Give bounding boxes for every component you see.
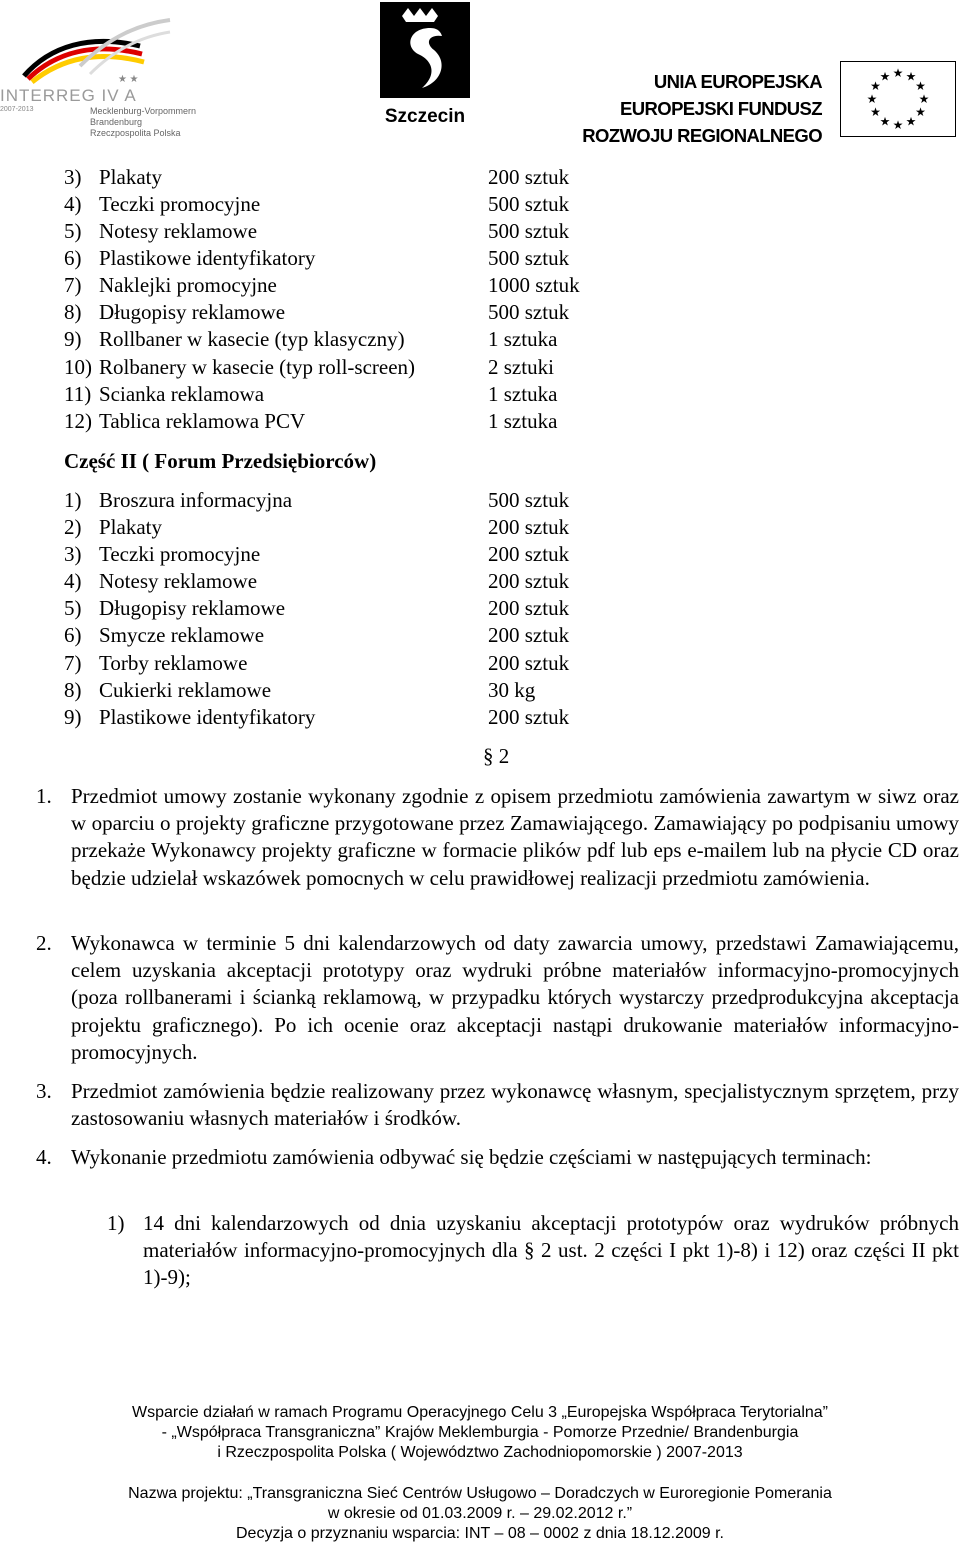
city-name: Szczecin (384, 106, 466, 127)
list-item: 7) Torby reklamowe 200 sztuk (64, 651, 570, 675)
part2-heading: Część II ( Forum Przedsiębiorców) (64, 449, 377, 473)
eu-star-icon: ★ (866, 92, 878, 106)
eu-star-icon: ★ (905, 69, 917, 84)
eu-flag-icon (840, 61, 956, 137)
list-item: 8) Cukierki reklamowe 30 kg (64, 678, 536, 702)
list-item: 2) Plakaty 200 sztuk (64, 515, 570, 539)
eu-star-icon: ★ (918, 92, 930, 106)
interreg-logo (0, 8, 210, 140)
list-item: 3) Plakaty 200 sztuk (64, 165, 570, 189)
interreg-swoosh-icon (20, 16, 175, 84)
subpoint-1: 1) 14 dni kalendarzowych od dnia uzyskaniu akceptacji prototypów oraz wydruków próbnych materiałów informacyjno-promocyjnych dla § 2 ust. 2 części I pkt 1)-8) i 12) oraz części II pkt 1)-9); (107, 1211, 959, 1290)
eu-fund-label: UNIA EUROPEJSKA EUROPEJSKI FUNDUSZ ROZWOJU REGIONALNEGO (582, 71, 822, 146)
svg-text:★ ★: ★ ★ (118, 74, 139, 84)
list-item: 7) Naklejki promocyjne 1000 sztuk (64, 273, 580, 297)
page-header (0, 0, 960, 145)
list-item: 4) Teczki promocyjne 500 sztuk (64, 192, 570, 216)
list-item: 6) Smycze reklamowe 200 sztuk (64, 623, 570, 647)
eu-star-icon: ★ (870, 105, 881, 119)
footer-project: Nazwa projektu: „Transgraniczna Sieć Centrów Usługowo – Doradczych w Euroregionie Pomerania w okresie od 01.03.2009 r. – 29.02.2012 r.” Decyzja o przyznaniu wsparcia: INT – 08 – 0002 z dnia 18.12.2009 r. (128, 1485, 832, 1542)
eu-star-icon: ★ (879, 114, 891, 129)
section-sign: § 2 (483, 744, 510, 768)
szczecin-logo (380, 2, 470, 130)
eu-star-icon: ★ (870, 79, 881, 93)
interreg-years: 2007-2013 (0, 106, 34, 113)
paragraph-1: 1. Przedmiot umowy zostanie wykonany zgodnie z opisem przedmiotu zamówienia zawartym w siwz oraz w oparciu o projekty graficzne przygotowane przez Zamawiającego. Zamawiający po podpisaniu umowy przekaże Wykonawcy projekty graficzne w formacie plików pdf lub eps e-mailem lub na płycie CD oraz będzie udzielał wskazówek pomocnych w celu prawidłowej realizacji przedmiotu zamówienia. (36, 784, 959, 890)
interreg-brand: INTERREG IV A (0, 86, 137, 105)
list-item: 4) Notesy reklamowe 200 sztuk (64, 569, 570, 593)
list-item: 1) Broszura informacyjna 500 sztuk (64, 488, 570, 512)
list-item: 3) Teczki promocyjne 200 sztuk (64, 542, 570, 566)
list-item: 5) Długopisy reklamowe 200 sztuk (64, 596, 570, 620)
paragraph-2: 2. Wykonawca w terminie 5 dni kalendarzowych od daty zawarcia umowy, przedstawi Zamawiającemu, celem uzyskania akceptacji prototypy oraz wydruki próbne materiałów informacyjno-promocyjnych (poza rollbanerami i ścianką reklamową, w przypadku których wystarczy przedprodukcyjna akceptacja projektu graficznego). Po ich ocenie oraz akceptacji nastąpi drukowanie materiałów informacyjno-promocyjnych. (36, 931, 959, 1064)
szczecin-griffin-icon (380, 2, 470, 98)
eu-star-icon: ★ (892, 118, 904, 132)
list-item: 6) Plastikowe identyfikatory 500 sztuk (64, 246, 570, 270)
list-item: 12) Tablica reklamowa PCV 1 sztuka (64, 409, 558, 433)
list-item: 8) Długopisy reklamowe 500 sztuk (64, 300, 570, 324)
interreg-regions: Mecklenburg-Vorpommern Brandenburg Rzeczpospolita Polska (90, 106, 197, 138)
eu-star-icon: ★ (905, 114, 917, 129)
list-item: 11) Scianka reklamowa 1 sztuka (64, 382, 558, 406)
list-item: 10) Rolbanery w kasecie (typ roll-screen) 2 sztuki (64, 355, 554, 379)
eu-star-icon: ★ (915, 105, 926, 119)
list-item: 9) Rollbaner w kasecie (typ klasyczny) 1 sztuka (64, 327, 558, 351)
footer-program: Wsparcie działań w ramach Programu Operacyjnego Celu 3 „Europejska Współpraca Terytorialna” - „Współpraca Transgraniczna” Krajów Meklemburgia - Pomorze Przednie/ Brandenburgia i Rzeczpospolita Polska ( Województwo Zachodniopomorskie ) 2007-2013 (131, 1404, 828, 1461)
eu-star-icon: ★ (915, 79, 926, 93)
eu-star-icon: ★ (892, 66, 904, 80)
paragraph-4: 4. Wykonanie przedmiotu zamówienia odbywać się będzie częściami w następujących terminach: (36, 1145, 872, 1169)
list-item: 5) Notesy reklamowe 500 sztuk (64, 219, 570, 243)
eu-star-icon: ★ (879, 69, 891, 84)
paragraph-3: 3. Przedmiot zamówienia będzie realizowany przez wykonawcę własnym, specjalistycznym sprzętem, przy zastosowaniu własnych materiałów i środków. (36, 1079, 959, 1131)
list-item: 9) Plastikowe identyfikatory 200 sztuk (64, 705, 570, 729)
